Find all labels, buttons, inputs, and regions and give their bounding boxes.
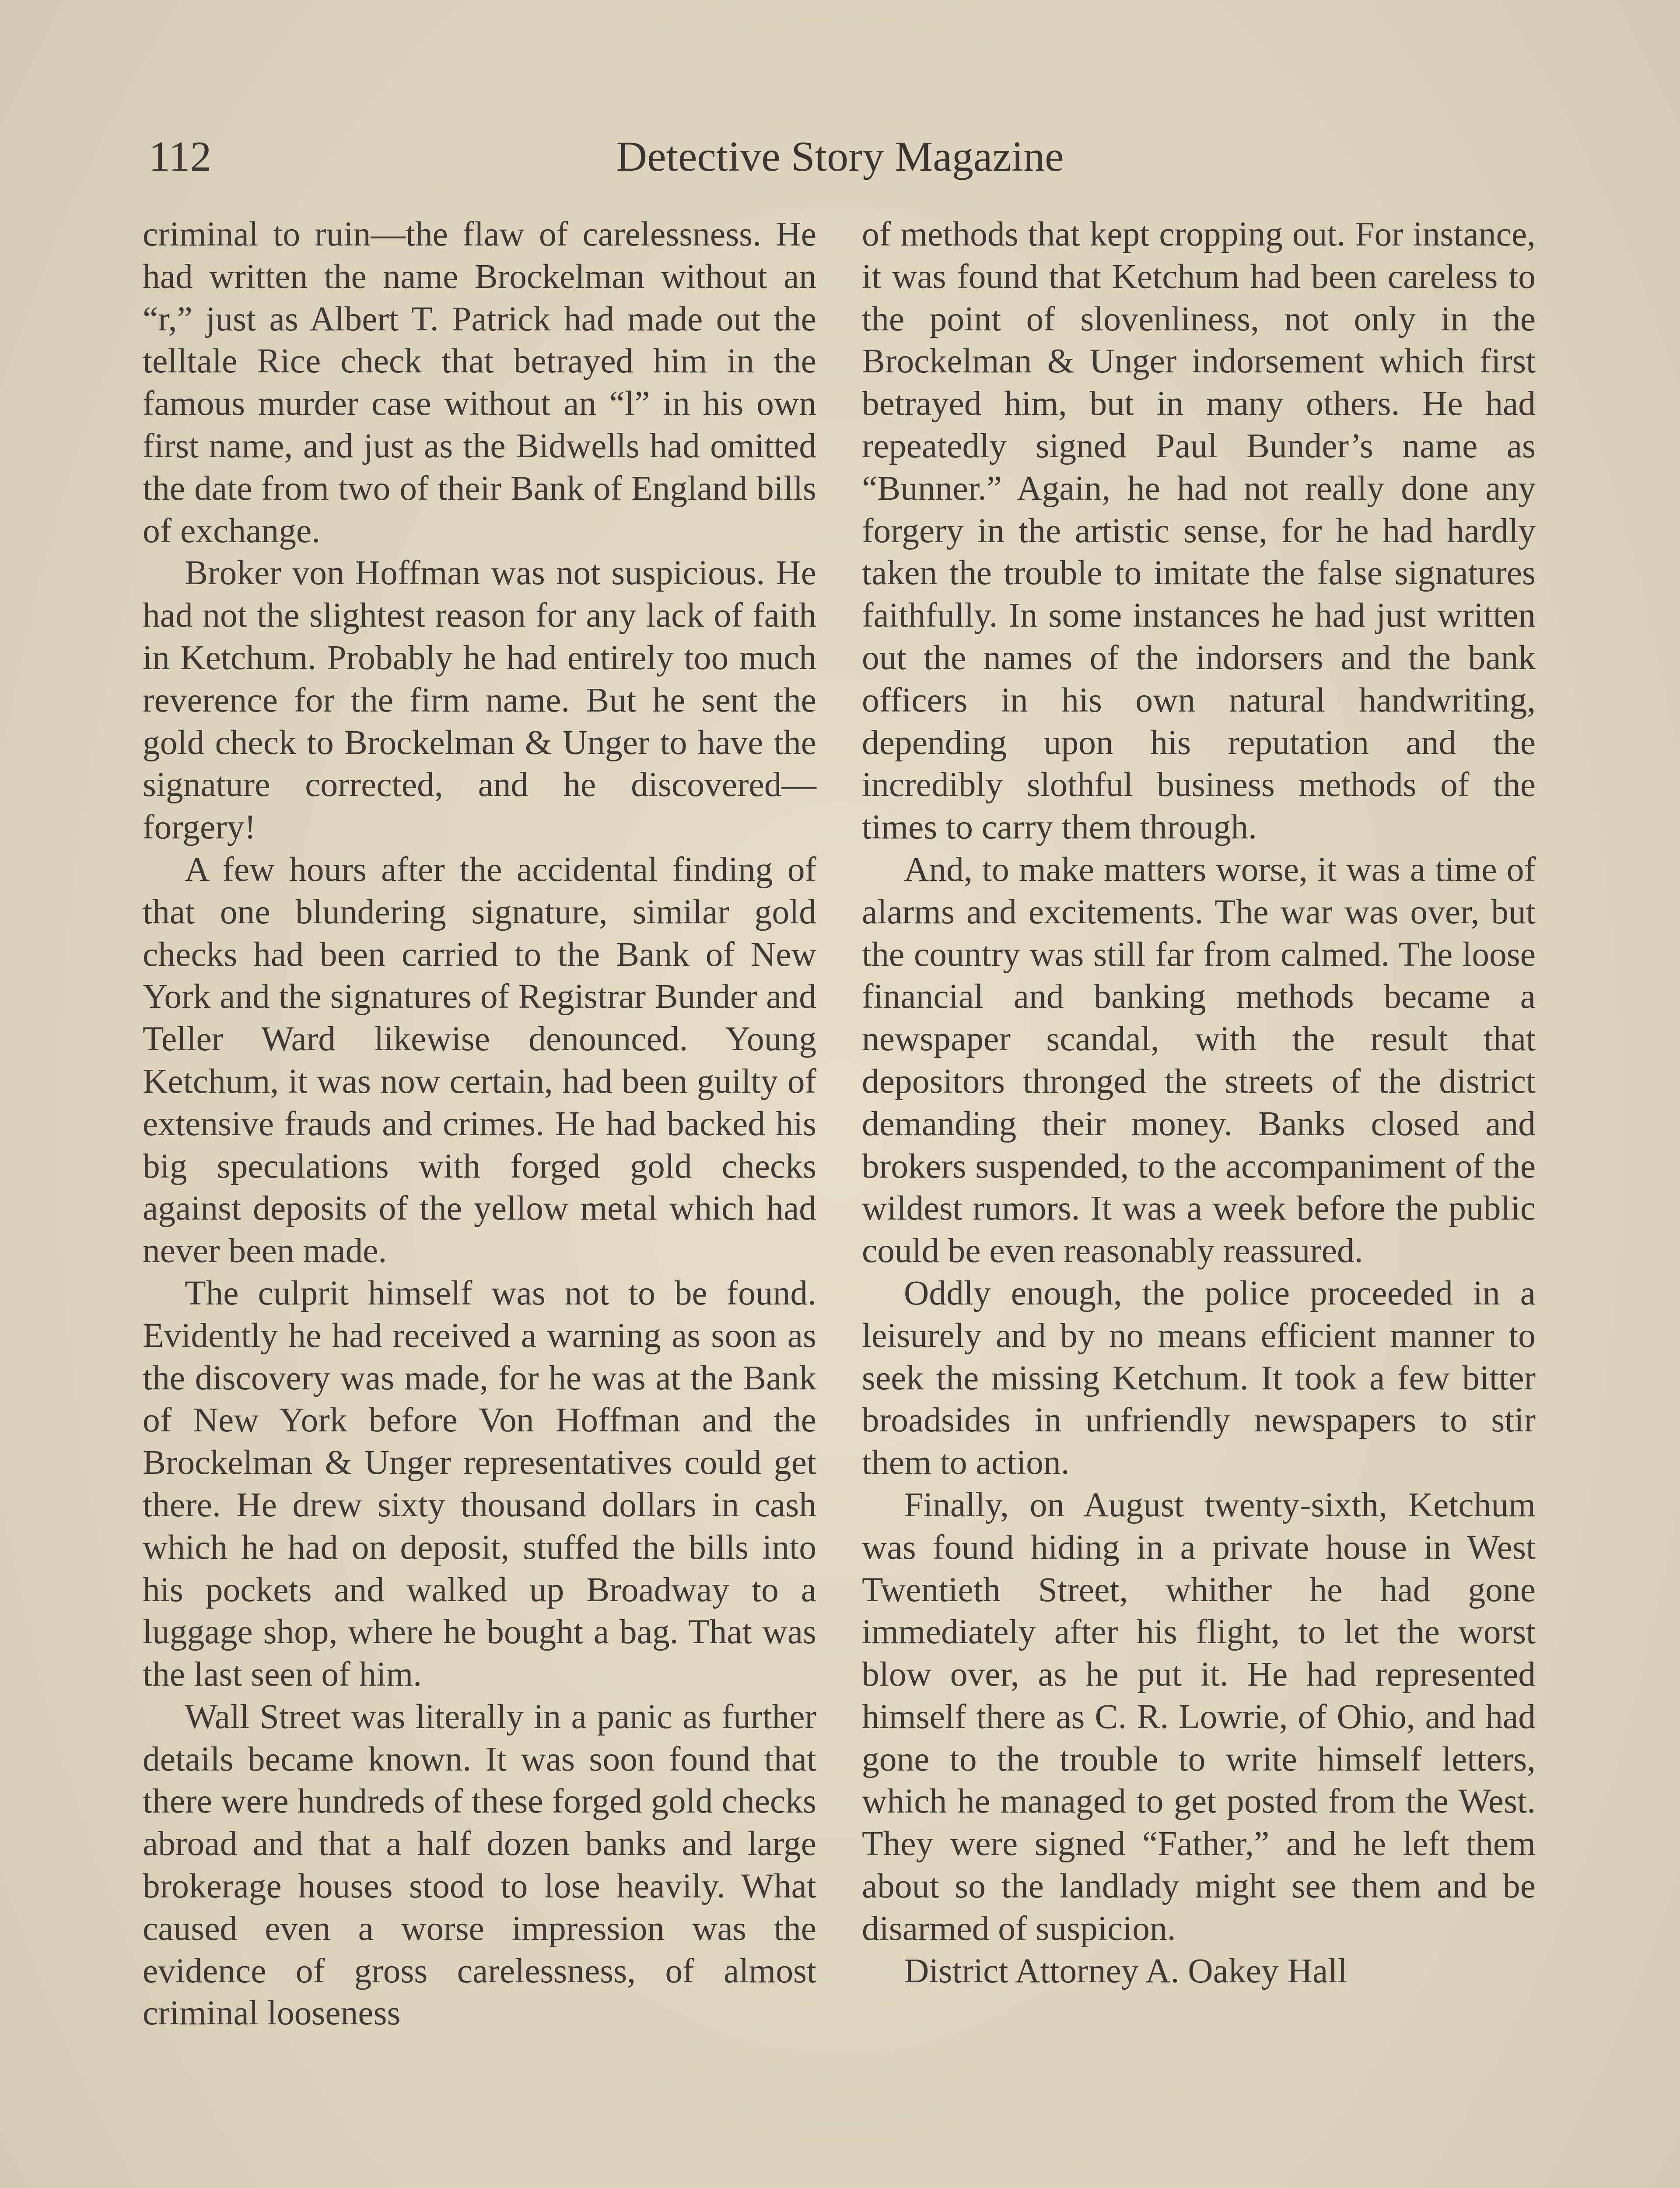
paragraph: District Attorney A. Oakey Hall <box>904 1951 1348 1990</box>
paragraph: A few hours after the accidental finding of that one blundering signature, similar gold checks had been carried to the Bank of New York and the signatures of Registrar Bunder and Teller Ward likewise denounced. Young Ketchum, it was now certain, had been guilty of extensive frauds and crimes. He had backed his big speculations with forged gold checks against deposits of the yellow metal which had never been made. <box>143 850 816 1270</box>
paragraph: The culprit himself was not to be found. Evidently he had received a warning as soon as the discovery was made, for he was at the Bank of New York before Von Hoffman and the Brockelman & Unger representatives could get there. He drew sixty thousand dollars in cash which he had on deposit, stuffed the bills into his pockets and walked up Broadway to a luggage shop, where he bought a bag. That was the last seen of him. <box>143 1273 816 1694</box>
text-column-right <box>862 213 1536 1992</box>
running-head: Detective Story Magazine <box>616 133 1064 180</box>
paragraph: And, to make matters worse, it was a time of alarms and excitements. The war was over, but the country was still far from calmed. The loose financial and banking methods became a newspaper scandal, with the result that depositors thronged the streets of the district demanding their money. Banks closed and brokers suspended, to the accompaniment of the wildest rumors. It was a week before the public could be even reasonably reassured. <box>862 850 1536 1270</box>
page-header <box>128 127 1552 197</box>
text-column-left <box>143 213 816 2034</box>
paragraph: Oddly enough, the police proceeded in a leisurely and by no means efficient manner to seek the missing Ketchum. It took a few bitter broadsides in unfriendly newspapers to stir them to action. <box>862 1273 1536 1482</box>
paragraph: Wall Street was literally in a panic as further details became known. It was soon found that there were hundreds of these forged gold checks abroad and that a half dozen banks and large brokerage houses stood to lose heavily. What caused even a worse impression was the evidence of gross carelessness, of almost criminal looseness <box>143 1697 816 2033</box>
page-number: 112 <box>149 133 212 180</box>
paragraph: Broker von Hoffman was not suspicious. He had not the slightest reason for any lack of faith in Ketchum. Probably he had entirely too much reverence for the firm name. But he sent the gold check to Brockelman & Unger to have the signature corrected, and he discovered—forgery! <box>143 554 816 847</box>
paragraph: Finally, on August twenty-sixth, Ketchum was found hiding in a private house in West Twentieth Street, whither he had gone immediately after his flight, to let the worst blow over, as he put it. He had represented himself there as C. R. Lowrie, of Ohio, and had gone to the trouble to write himself letters, which he managed to get posted from the West. They were signed “Father,” and he left them about so the landlady might see them and be disarmed of suspicion. <box>862 1485 1536 1948</box>
paragraph: criminal to ruin—the flaw of carelessness. He had written the name Brockelman without an “r,” just as Albert T. Patrick had made out the telltale Rice check that betrayed him in the famous murder case without an “l” in his own first name, and just as the Bidwells had omitted the date from two of their Bank of England bills of exchange. <box>143 215 816 550</box>
paragraph: of methods that kept cropping out. For instance, it was found that Ketchum had been careless to the point of slovenliness, not only in the Brockelman & Unger indorsement which first betrayed him, but in many others. He had repeatedly signed Paul Bunder’s name as “Bunner.” Again, he had not really done any forgery in the artistic sense, for he had hardly taken the trouble to imitate the false signatures faithfully. In some instances he had just written out the names of the indorsers and the bank officers in his own natural handwriting, depending upon his reputation and the incredibly slothful business methods of the times to carry them through. <box>862 215 1536 847</box>
